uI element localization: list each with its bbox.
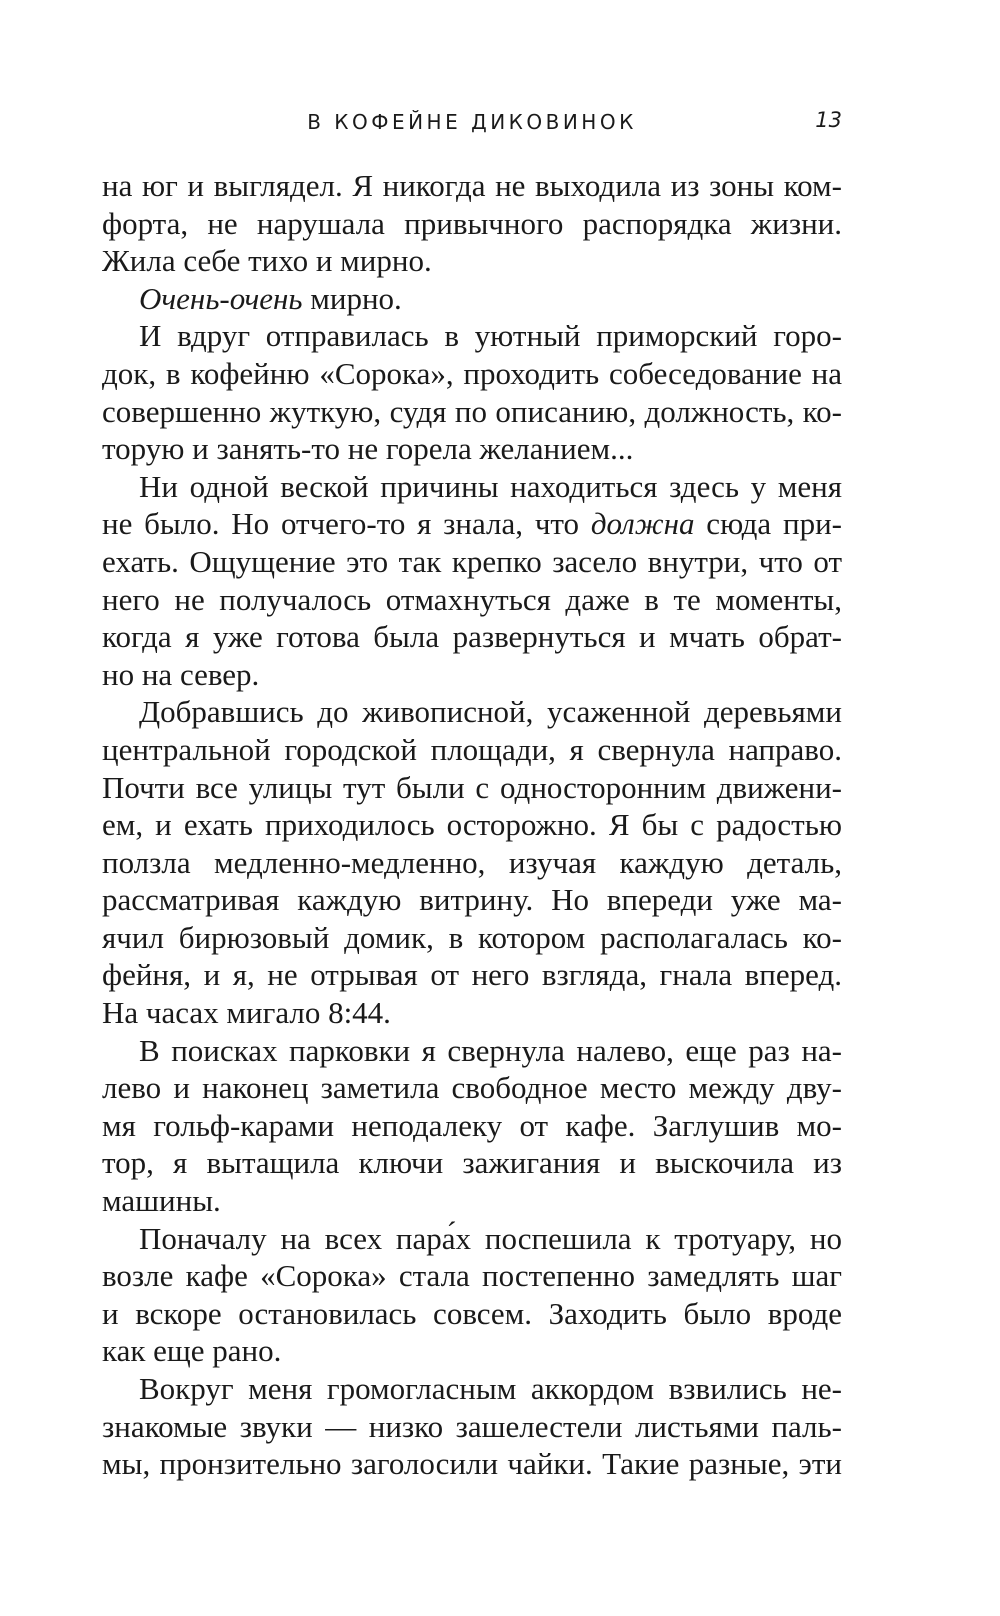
text-line: торую и занять-то не горела желанием... (102, 431, 634, 467)
page-number: 13 (815, 108, 842, 132)
text-line: но на север. (102, 656, 260, 692)
text-line: Добравшись до живописной, усаженной деревьями (139, 694, 842, 730)
text-line (102, 280, 842, 318)
text-line: возле кафе «Сорока» стала постепенно замедлять шаг (102, 1258, 842, 1294)
text-line: него не получалось отмахнуться даже в те моменты, (102, 581, 842, 617)
text-line: фейня, и я, не отрывая от него взгляда, гнала вперед. (102, 957, 842, 993)
running-head (102, 104, 842, 144)
text-line: Почти все улицы тут были с односторонним движени- (102, 769, 842, 805)
text-line: Вокруг меня громогласным аккордом взвились не- (139, 1371, 842, 1406)
body-text (102, 167, 842, 1483)
text-line: Ни одной веской причины находиться здесь у меня (139, 468, 842, 504)
text-line: центральной городской площади, я свернула направо. (102, 731, 842, 767)
text-line: и вскоре остановилась совсем. Заходить было вроде (102, 1295, 842, 1331)
text-line: мя гольф-карами неподалеку от кафе. Заглушив мо- (102, 1107, 842, 1143)
italic-emphasis: должна (590, 506, 695, 542)
text-line: рассматривая каждую витрину. Но впереди уже ма- (102, 882, 842, 918)
text-line: И вдруг отправилась в уютный приморский горо- (139, 318, 842, 354)
italic-emphasis: Очень-очень (139, 280, 303, 316)
text-line: совершенно жуткую, судя по описанию, должность, ко- (102, 393, 842, 429)
text-line: машины. (102, 1183, 221, 1219)
running-title: В КОФЕЙНЕ ДИКОВИНОК (307, 110, 637, 134)
text-line: Поначалу на всех пара́х поспешила к тротуару, но (139, 1220, 842, 1256)
text-fragment: сюда при- (694, 506, 842, 542)
text-line: док, в кофейню «Сорока», проходить собеседование на (102, 355, 842, 391)
text-line: мы, пронзительно заголосили чайки. Такие разные, эти (102, 1446, 842, 1482)
text-fragment: не было. Но отчего-то я знала, что (102, 506, 591, 542)
text-line: ячил бирюзовый домик, в котором располагалась ко- (102, 919, 842, 955)
text-line: ем, и ехать приходилось осторожно. Я бы с радостью (102, 807, 842, 843)
text-line: ехать. Ощущение это так крепко засело внутри, что от (102, 543, 842, 579)
text-line: Жила себе тихо и мирно. (102, 243, 432, 279)
text-line: лево и наконец заметила свободное место между дву- (102, 1070, 842, 1106)
text-fragment: мирно. (302, 280, 402, 316)
text-line: знакомые звуки — низко зашелестели листьями паль- (102, 1408, 842, 1444)
text-line: На часах мигало 8:44. (102, 995, 391, 1031)
text-line: ползла медленно-медленно, изучая каждую деталь, (102, 844, 842, 880)
text-line: когда я уже готова была развернуться и мчать обрат- (102, 619, 842, 655)
text-line: как еще рано. (102, 1333, 282, 1369)
text-line: В поисках парковки я свернула налево, еще раз на- (139, 1032, 842, 1068)
text-line: тор, я вытащила ключи зажигания и выскочила из (102, 1145, 842, 1181)
text-line: форта, не нарушала привычного распорядка жизни. (102, 205, 842, 241)
text-line: на юг и выглядел. Я никогда не выходила из зоны ком- (102, 168, 842, 203)
text-line (102, 505, 842, 543)
